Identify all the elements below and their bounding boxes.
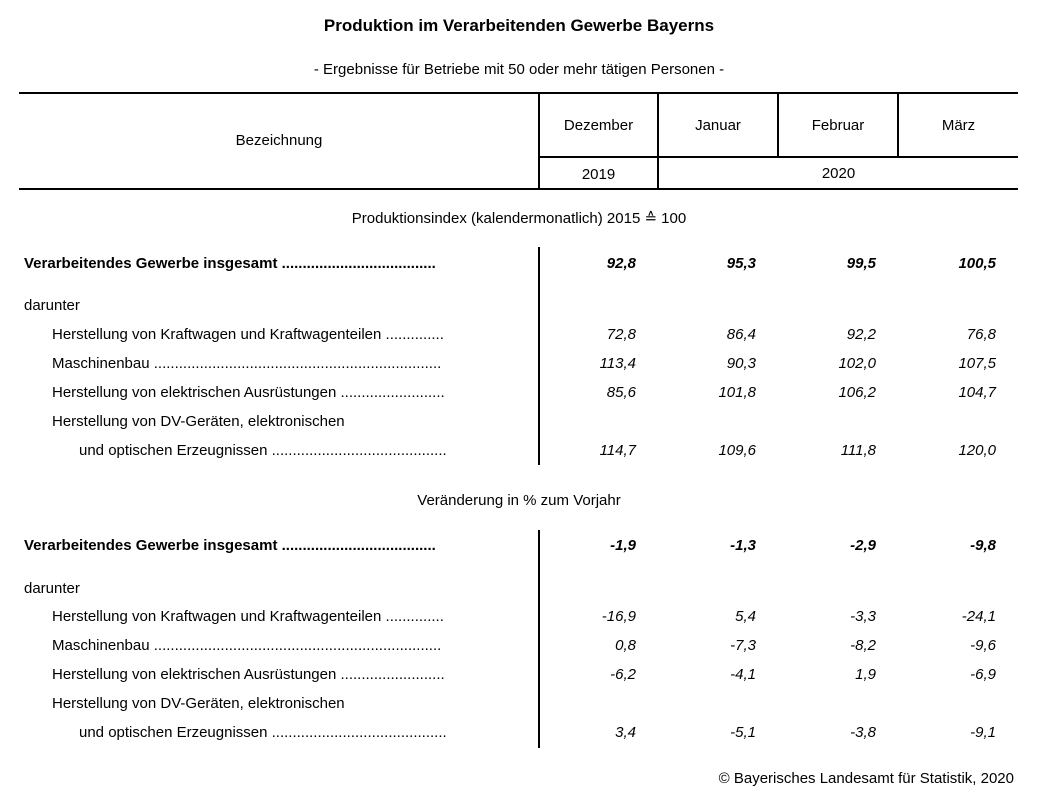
column-header-year: 2020 [821, 165, 856, 182]
value-cell: -1,9 [610, 537, 636, 554]
row-label: Maschinenbau ..................................................................... [52, 355, 442, 372]
row-label: Maschinenbau ..................................................................... [52, 637, 442, 654]
value-cell: 120,0 [958, 442, 996, 459]
row-label-darunter: darunter [24, 580, 80, 597]
header-bottom-rule [19, 188, 1018, 190]
row-label-darunter: darunter [24, 297, 80, 314]
value-cell: 101,8 [718, 384, 756, 401]
section-heading: Produktionsindex (kalendermonatlich) 2015 ≙ 100 [351, 210, 687, 227]
value-cell: 92,2 [846, 326, 876, 343]
value-cell: 90,3 [726, 355, 756, 372]
header-month-rule [539, 156, 1018, 158]
value-cell: -9,8 [970, 537, 996, 554]
row-label-total: Verarbeitendes Gewerbe insgesamt ..................................... [24, 255, 436, 272]
value-cell: -24,1 [961, 608, 996, 625]
value-cell: -6,9 [970, 666, 996, 683]
column-header-month: Januar [695, 117, 741, 134]
value-cell: 72,8 [606, 326, 636, 343]
value-cell: -8,2 [850, 637, 876, 654]
section-heading: Veränderung in % zum Vorjahr [417, 492, 621, 509]
value-cell: 1,9 [855, 666, 876, 683]
value-cell: 114,7 [599, 442, 636, 459]
value-cell: -16,9 [601, 608, 636, 625]
header-top-rule [19, 92, 1018, 94]
row-label: Herstellung von Kraftwagen und Kraftwagenteilen .............. [52, 608, 444, 625]
value-cell: 100,5 [958, 255, 996, 272]
value-cell: -9,6 [970, 637, 996, 654]
value-cell: 3,4 [615, 724, 636, 741]
column-header-bezeichnung: Bezeichnung [235, 132, 323, 149]
column-header-year: 2019 [581, 166, 616, 183]
value-cell: 104,7 [958, 384, 996, 401]
value-cell: 76,8 [966, 326, 996, 343]
value-cell: 102,0 [838, 355, 876, 372]
row-label: und optischen Erzeugnissen .......................................... [79, 442, 447, 459]
page-title: Produktion im Verarbeitenden Gewerbe Bayerns [323, 16, 715, 35]
column-header-month: März [941, 117, 976, 134]
value-cell: -4,1 [730, 666, 756, 683]
value-cell: -3,3 [850, 608, 876, 625]
value-cell: -3,8 [850, 724, 876, 741]
value-cell: -7,3 [730, 637, 756, 654]
value-cell: 106,2 [838, 384, 876, 401]
row-label: Herstellung von elektrischen Ausrüstungen ......................... [52, 666, 445, 683]
value-cell: 113,4 [599, 355, 636, 372]
row-label: Herstellung von Kraftwagen und Kraftwagenteilen .............. [52, 326, 444, 343]
column-header-month: Februar [811, 117, 865, 134]
page-subtitle: - Ergebnisse für Betriebe mit 50 oder mehr tätigen Personen - [313, 61, 725, 78]
value-cell: 95,3 [726, 255, 756, 272]
value-cell: 86,4 [726, 326, 756, 343]
copyright-footer: © Bayerisches Landesamt für Statistik, 2020 [718, 770, 1014, 787]
row-label-total: Verarbeitendes Gewerbe insgesamt ..................................... [24, 537, 436, 554]
value-cell: 109,6 [718, 442, 756, 459]
row-label: Herstellung von DV-Geräten, elektronischen [52, 413, 345, 430]
value-cell: 99,5 [846, 255, 876, 272]
column-header-month: Dezember [563, 117, 634, 134]
row-label: Herstellung von elektrischen Ausrüstungen ......................... [52, 384, 445, 401]
value-cell: 5,4 [735, 608, 756, 625]
value-cell: 111,8 [840, 442, 876, 459]
value-cell: 107,5 [958, 355, 996, 372]
value-cell: -6,2 [610, 666, 636, 683]
value-cell: -2,9 [850, 537, 876, 554]
value-cell: 92,8 [606, 255, 636, 272]
value-cell: 0,8 [615, 637, 636, 654]
value-cell: -5,1 [730, 724, 756, 741]
value-cell: 85,6 [606, 384, 636, 401]
row-label: Herstellung von DV-Geräten, elektronischen [52, 695, 345, 712]
value-cell: -1,3 [730, 537, 756, 554]
row-label: und optischen Erzeugnissen .......................................... [79, 724, 447, 741]
value-cell: -9,1 [970, 724, 996, 741]
